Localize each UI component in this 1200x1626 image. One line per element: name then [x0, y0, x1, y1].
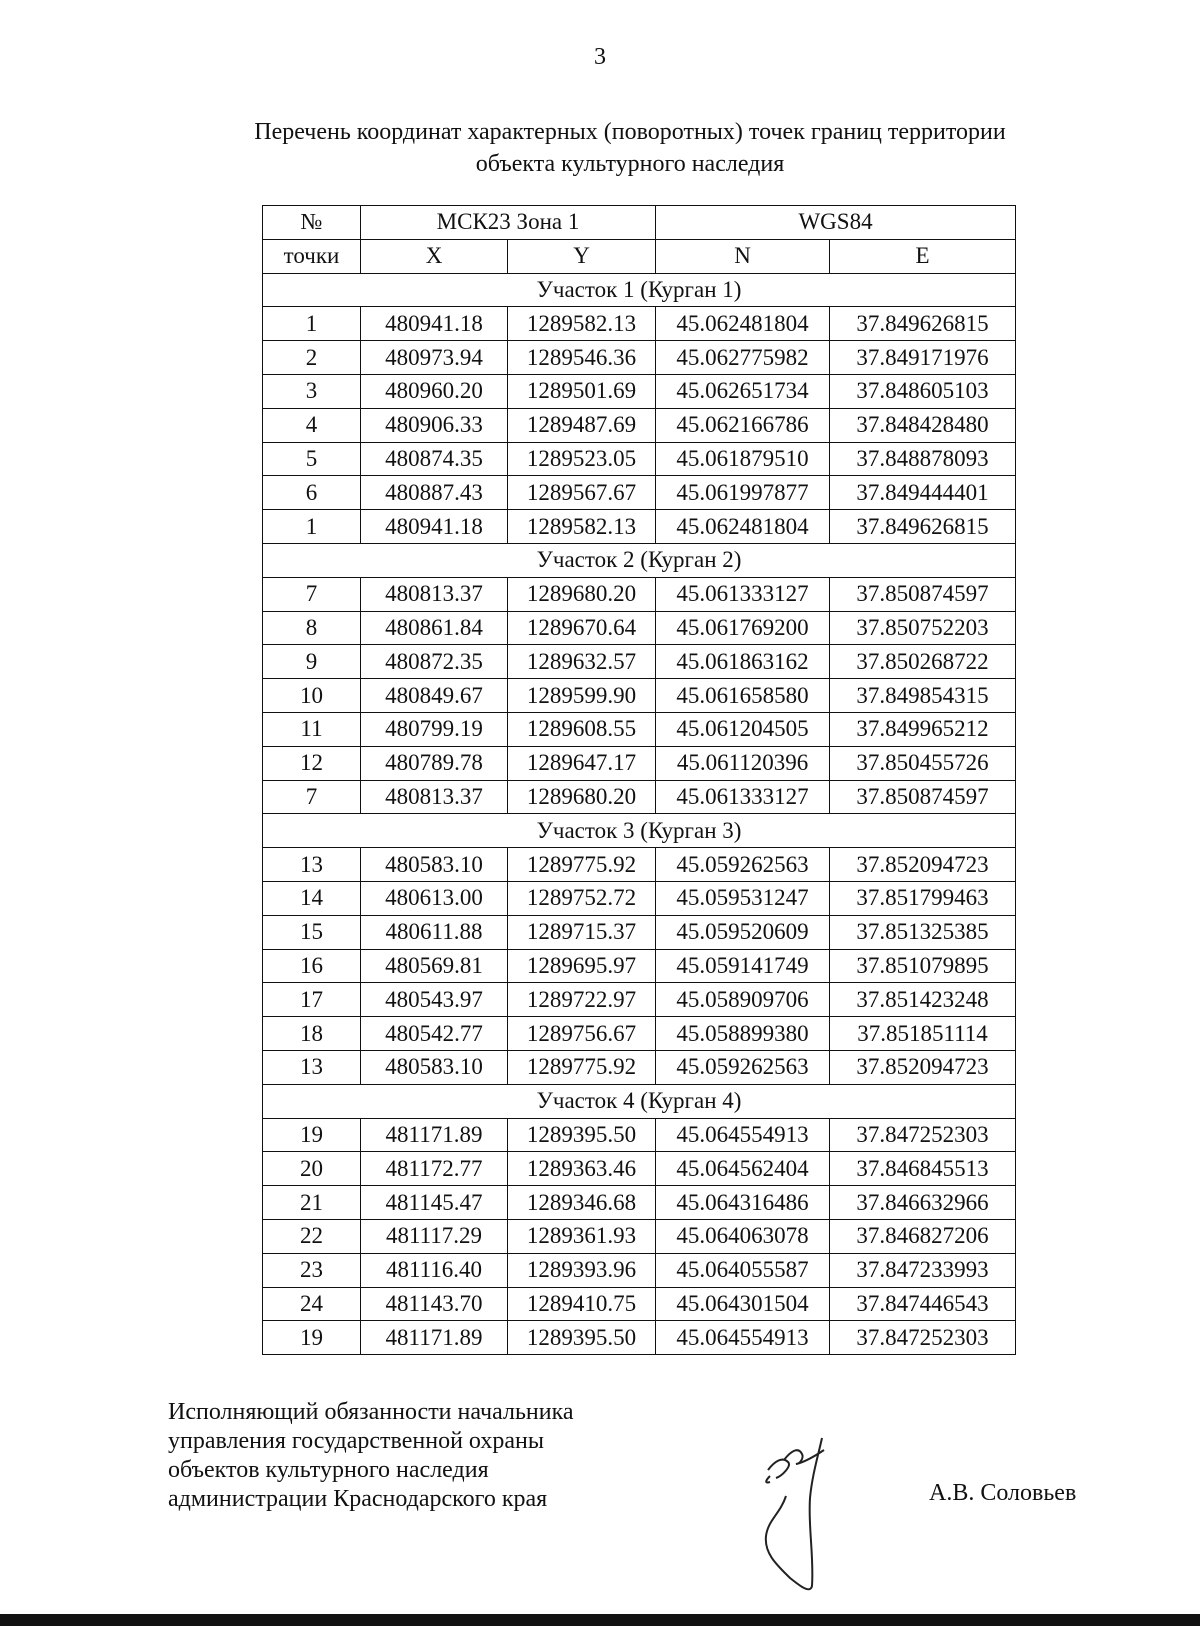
n-cell: 45.061658580 — [656, 679, 830, 713]
x-cell: 480583.10 — [361, 1050, 508, 1084]
n-cell: 45.059262563 — [656, 1050, 830, 1084]
y-cell: 1289395.50 — [508, 1321, 656, 1355]
n-cell: 45.061863162 — [656, 645, 830, 679]
section-row — [263, 814, 1016, 848]
y-cell: 1289722.97 — [508, 983, 656, 1017]
x-cell: 480941.18 — [361, 307, 508, 341]
e-cell: 37.846632966 — [830, 1186, 1016, 1220]
point-number-cell: 5 — [263, 442, 361, 476]
x-cell: 480973.94 — [361, 341, 508, 375]
n-cell: 45.062651734 — [656, 374, 830, 408]
e-cell: 37.850455726 — [830, 746, 1016, 780]
n-cell: 45.064316486 — [656, 1186, 830, 1220]
y-cell: 1289546.36 — [508, 341, 656, 375]
table-row — [263, 577, 1016, 611]
section-title: Участок 3 (Курган 3) — [263, 814, 1016, 848]
point-number-cell: 3 — [263, 374, 361, 408]
x-cell: 480941.18 — [361, 510, 508, 544]
e-cell: 37.852094723 — [830, 1050, 1016, 1084]
section-row — [263, 273, 1016, 307]
x-cell: 480874.35 — [361, 442, 508, 476]
x-cell: 481171.89 — [361, 1321, 508, 1355]
table-row — [263, 1253, 1016, 1287]
e-cell: 37.849444401 — [830, 476, 1016, 510]
page-number: 3 — [594, 44, 606, 70]
point-number-cell: 9 — [263, 645, 361, 679]
y-cell: 1289756.67 — [508, 1017, 656, 1051]
table-row — [263, 1186, 1016, 1220]
section-title: Участок 4 (Курган 4) — [263, 1084, 1016, 1118]
n-cell: 45.062481804 — [656, 307, 830, 341]
n-cell: 45.059262563 — [656, 848, 830, 882]
point-number-cell: 23 — [263, 1253, 361, 1287]
header-wgs84: WGS84 — [656, 206, 1016, 240]
n-cell: 45.064562404 — [656, 1152, 830, 1186]
e-cell: 37.851799463 — [830, 881, 1016, 915]
table-row — [263, 611, 1016, 645]
title-line-2: объекта культурного наследия — [475, 151, 785, 177]
header-msk23-zone: МСК23 Зона 1 — [361, 206, 656, 240]
x-cell: 480613.00 — [361, 881, 508, 915]
point-number-cell: 16 — [263, 949, 361, 983]
section-title: Участок 2 (Курган 2) — [263, 543, 1016, 577]
section-row — [263, 1084, 1016, 1118]
e-cell: 37.846845513 — [830, 1152, 1016, 1186]
x-cell: 480542.77 — [361, 1017, 508, 1051]
table-row — [263, 442, 1016, 476]
point-number-cell: 22 — [263, 1219, 361, 1253]
e-cell: 37.850268722 — [830, 645, 1016, 679]
point-number-cell: 24 — [263, 1287, 361, 1321]
e-cell: 37.849171976 — [830, 341, 1016, 375]
point-number-cell: 7 — [263, 780, 361, 814]
n-cell: 45.064301504 — [656, 1287, 830, 1321]
point-number-cell: 13 — [263, 848, 361, 882]
e-cell: 37.851423248 — [830, 983, 1016, 1017]
x-cell: 480611.88 — [361, 915, 508, 949]
e-cell: 37.847446543 — [830, 1287, 1016, 1321]
table-row — [263, 341, 1016, 375]
n-cell: 45.058909706 — [656, 983, 830, 1017]
position-line-4: администрации Краснодарского края — [168, 1486, 548, 1512]
point-number-cell: 17 — [263, 983, 361, 1017]
n-cell: 45.059141749 — [656, 949, 830, 983]
y-cell: 1289670.64 — [508, 611, 656, 645]
y-cell: 1289647.17 — [508, 746, 656, 780]
n-cell: 45.061120396 — [656, 746, 830, 780]
table-row — [263, 949, 1016, 983]
e-cell: 37.846827206 — [830, 1219, 1016, 1253]
table-row — [263, 374, 1016, 408]
y-cell: 1289361.93 — [508, 1219, 656, 1253]
y-cell: 1289715.37 — [508, 915, 656, 949]
header-point-number: № — [263, 206, 361, 240]
y-cell: 1289608.55 — [508, 712, 656, 746]
x-cell: 480849.67 — [361, 679, 508, 713]
table-row — [263, 510, 1016, 544]
x-cell: 480872.35 — [361, 645, 508, 679]
n-cell: 45.062166786 — [656, 408, 830, 442]
table-row — [263, 476, 1016, 510]
e-cell: 37.848428480 — [830, 408, 1016, 442]
e-cell: 37.848605103 — [830, 374, 1016, 408]
point-number-cell: 18 — [263, 1017, 361, 1051]
x-cell: 480813.37 — [361, 577, 508, 611]
table-row — [263, 915, 1016, 949]
e-cell: 37.851079895 — [830, 949, 1016, 983]
table-row — [263, 679, 1016, 713]
header-n: N — [656, 239, 830, 273]
x-cell: 480543.97 — [361, 983, 508, 1017]
table-row — [263, 881, 1016, 915]
n-cell: 45.061769200 — [656, 611, 830, 645]
point-number-cell: 4 — [263, 408, 361, 442]
table-row — [263, 645, 1016, 679]
table-row — [263, 1219, 1016, 1253]
y-cell: 1289582.13 — [508, 307, 656, 341]
y-cell: 1289775.92 — [508, 848, 656, 882]
section-title: Участок 1 (Курган 1) — [263, 273, 1016, 307]
header-point-label: точки — [263, 239, 361, 273]
x-cell: 480583.10 — [361, 848, 508, 882]
e-cell: 37.850874597 — [830, 577, 1016, 611]
x-cell: 481145.47 — [361, 1186, 508, 1220]
e-cell: 37.849854315 — [830, 679, 1016, 713]
table-row — [263, 780, 1016, 814]
table-row — [263, 746, 1016, 780]
y-cell: 1289395.50 — [508, 1118, 656, 1152]
y-cell: 1289680.20 — [508, 780, 656, 814]
n-cell: 45.061333127 — [656, 780, 830, 814]
x-cell: 480861.84 — [361, 611, 508, 645]
table-header — [263, 206, 1016, 274]
n-cell: 45.059520609 — [656, 915, 830, 949]
y-cell: 1289487.69 — [508, 408, 656, 442]
x-cell: 481172.77 — [361, 1152, 508, 1186]
e-cell: 37.851851114 — [830, 1017, 1016, 1051]
x-cell: 480813.37 — [361, 780, 508, 814]
point-number-cell: 7 — [263, 577, 361, 611]
coordinates-table — [262, 205, 1016, 1355]
n-cell: 45.062775982 — [656, 341, 830, 375]
table-row — [263, 983, 1016, 1017]
document-title — [150, 116, 1110, 180]
n-cell: 45.062481804 — [656, 510, 830, 544]
n-cell: 45.064554913 — [656, 1118, 830, 1152]
point-number-cell: 14 — [263, 881, 361, 915]
x-cell: 481171.89 — [361, 1118, 508, 1152]
table-body — [263, 273, 1016, 1355]
table-row — [263, 1017, 1016, 1051]
e-cell: 37.848878093 — [830, 442, 1016, 476]
y-cell: 1289567.67 — [508, 476, 656, 510]
y-cell: 1289695.97 — [508, 949, 656, 983]
y-cell: 1289346.68 — [508, 1186, 656, 1220]
y-cell: 1289501.69 — [508, 374, 656, 408]
y-cell: 1289775.92 — [508, 1050, 656, 1084]
x-cell: 481117.29 — [361, 1219, 508, 1253]
handwritten-signature — [760, 1436, 870, 1596]
y-cell: 1289680.20 — [508, 577, 656, 611]
signatory-position — [168, 1398, 688, 1514]
y-cell: 1289599.90 — [508, 679, 656, 713]
n-cell: 45.064055587 — [656, 1253, 830, 1287]
point-number-cell: 2 — [263, 341, 361, 375]
title-line-1: Перечень координат характерных (поворотных) точек границ территории — [254, 119, 1006, 145]
x-cell: 481143.70 — [361, 1287, 508, 1321]
x-cell: 480887.43 — [361, 476, 508, 510]
point-number-cell: 6 — [263, 476, 361, 510]
e-cell: 37.850752203 — [830, 611, 1016, 645]
x-cell: 480960.20 — [361, 374, 508, 408]
table-row — [263, 1321, 1016, 1355]
x-cell: 480569.81 — [361, 949, 508, 983]
y-cell: 1289393.96 — [508, 1253, 656, 1287]
point-number-cell: 8 — [263, 611, 361, 645]
table-row — [263, 848, 1016, 882]
position-line-3: объектов культурного наследия — [168, 1457, 489, 1483]
table-row — [263, 712, 1016, 746]
e-cell: 37.852094723 — [830, 848, 1016, 882]
e-cell: 37.849626815 — [830, 510, 1016, 544]
point-number-cell: 21 — [263, 1186, 361, 1220]
header-x: X — [361, 239, 508, 273]
e-cell: 37.849965212 — [830, 712, 1016, 746]
point-number-cell: 1 — [263, 307, 361, 341]
n-cell: 45.061997877 — [656, 476, 830, 510]
position-line-1: Исполняющий обязанности начальника — [168, 1399, 574, 1425]
table-row — [263, 307, 1016, 341]
n-cell: 45.061204505 — [656, 712, 830, 746]
y-cell: 1289410.75 — [508, 1287, 656, 1321]
n-cell: 45.064063078 — [656, 1219, 830, 1253]
y-cell: 1289523.05 — [508, 442, 656, 476]
header-e: E — [830, 239, 1016, 273]
n-cell: 45.059531247 — [656, 881, 830, 915]
x-cell: 480906.33 — [361, 408, 508, 442]
n-cell: 45.058899380 — [656, 1017, 830, 1051]
y-cell: 1289632.57 — [508, 645, 656, 679]
point-number-cell: 10 — [263, 679, 361, 713]
section-row — [263, 543, 1016, 577]
e-cell: 37.847252303 — [830, 1321, 1016, 1355]
n-cell: 45.061333127 — [656, 577, 830, 611]
e-cell: 37.851325385 — [830, 915, 1016, 949]
point-number-cell: 13 — [263, 1050, 361, 1084]
e-cell: 37.850874597 — [830, 780, 1016, 814]
e-cell: 37.847252303 — [830, 1118, 1016, 1152]
point-number-cell: 12 — [263, 746, 361, 780]
table-row — [263, 1287, 1016, 1321]
e-cell: 37.847233993 — [830, 1253, 1016, 1287]
scan-bottom-edge — [0, 1614, 1200, 1626]
point-number-cell: 19 — [263, 1118, 361, 1152]
y-cell: 1289752.72 — [508, 881, 656, 915]
point-number-cell: 20 — [263, 1152, 361, 1186]
point-number-cell: 19 — [263, 1321, 361, 1355]
table-row — [263, 1152, 1016, 1186]
signer-name: А.В. Соловьев — [929, 1480, 1077, 1506]
x-cell: 480789.78 — [361, 746, 508, 780]
x-cell: 481116.40 — [361, 1253, 508, 1287]
n-cell: 45.064554913 — [656, 1321, 830, 1355]
table-row — [263, 1118, 1016, 1152]
y-cell: 1289582.13 — [508, 510, 656, 544]
point-number-cell: 11 — [263, 712, 361, 746]
header-y: Y — [508, 239, 656, 273]
y-cell: 1289363.46 — [508, 1152, 656, 1186]
point-number-cell: 1 — [263, 510, 361, 544]
position-line-2: управления государственной охраны — [168, 1428, 544, 1454]
x-cell: 480799.19 — [361, 712, 508, 746]
table-row — [263, 1050, 1016, 1084]
e-cell: 37.849626815 — [830, 307, 1016, 341]
point-number-cell: 15 — [263, 915, 361, 949]
n-cell: 45.061879510 — [656, 442, 830, 476]
table-row — [263, 408, 1016, 442]
